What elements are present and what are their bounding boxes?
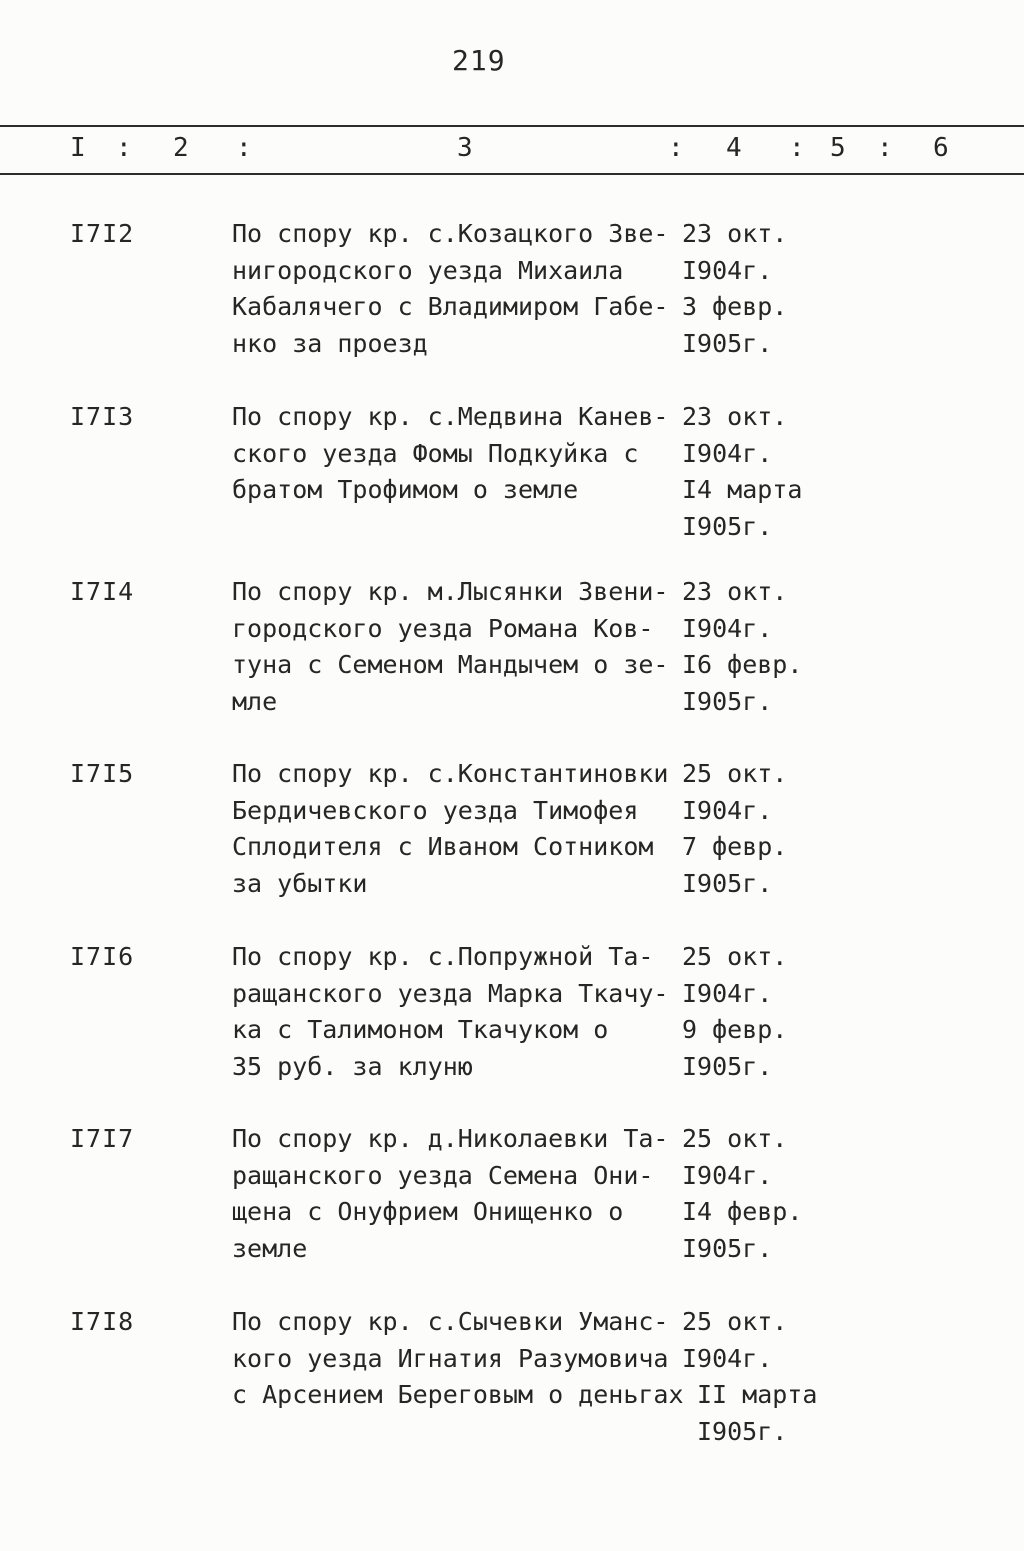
date-line: I905г. [682,686,773,716]
column-separator: : [877,133,893,163]
description-line: ращанского уезда Марка Ткачу- [232,978,669,1008]
record-number: I7I2 [70,219,135,248]
record-number: I7I3 [70,402,135,431]
date-line: 23 окт. [682,402,788,431]
date-line: 3 февр. [682,292,788,321]
record-description [232,1304,684,1414]
description-line: По спору кр. м.Лысянки Звени- [232,577,669,606]
record-description [232,399,669,509]
date-line: I905г. [682,1051,773,1081]
description-line: По спору кр. с.Сычевки Уманс- [232,1307,669,1336]
description-line: туна с Семеном Мандычем о зе- [232,650,669,679]
date-line: I904г. [682,978,773,1008]
description-line: По спору кр. с.Попружной Та- [232,942,654,971]
record-number: I7I6 [70,942,135,971]
record-number: I7I8 [70,1307,135,1336]
record-number: I7I7 [70,1124,135,1153]
column-header-2: 2 [173,133,189,163]
date-line: I904г. [682,1343,773,1373]
record-number: I7I4 [70,577,135,606]
record-description [232,939,669,1085]
description-line: 35 руб. за клуню [232,1051,473,1081]
description-line: братом Трофимом о земле [232,475,579,504]
date-line: I6 февр. [682,650,803,679]
description-line: ка с Талимоном Ткачуком о [232,1015,609,1044]
date-line: 9 февр. [682,1015,788,1044]
column-separator: : [236,133,252,163]
description-line: нигородского уезда Михаила [232,255,624,285]
date-line: I905г. [682,868,773,898]
record-dates [682,756,787,902]
record-description [232,756,669,902]
date-line: I904г. [682,613,773,643]
date-line: I4 марта [682,475,803,504]
date-line: 7 февр. [682,832,788,861]
date-line: 23 окт. [682,219,788,248]
column-header-1: I [70,133,86,163]
date-line: I905г. [697,1416,788,1446]
record-description [232,1121,669,1267]
column-separator: : [789,133,805,163]
top-rule [0,125,1024,127]
date-line: 25 окт. [682,759,788,788]
date-line: 25 окт. [682,1307,788,1336]
record-description [232,574,669,720]
column-header-4: 4 [726,133,742,163]
header-bottom-rule [0,173,1024,175]
date-line: I904г. [682,1160,773,1190]
date-line: I905г. [682,1233,773,1263]
description-line: городского уезда Романа Ков- [232,613,654,643]
description-line: мле [232,686,278,716]
column-header-6: 6 [933,133,949,163]
description-line: ращанского уезда Семена Они- [232,1160,654,1190]
date-line: 23 окт. [682,577,788,606]
column-separator: : [116,133,132,163]
page-number: 219 [452,44,506,77]
column-header-3: 3 [457,133,473,163]
record-dates [682,1304,817,1450]
column-header-5: 5 [830,133,846,163]
date-line: II марта [697,1380,818,1409]
description-line: Бердичевского уезда Тимофея [232,795,639,825]
record-dates [682,216,787,362]
description-line: По спору кр. д.Николаевки Та- [232,1124,669,1153]
description-line: По спору кр. с.Константиновки [232,759,669,788]
date-line: I4 февр. [682,1197,803,1226]
record-dates [682,399,802,545]
description-line: Кабалячего с Владимиром Габе- [232,292,669,321]
date-line: I904г. [682,795,773,825]
record-number: I7I5 [70,759,135,788]
date-line: I905г. [682,511,773,541]
description-line: По спору кр. с.Медвина Канев- [232,402,669,431]
date-line: I905г. [682,328,773,358]
record-dates [682,939,787,1085]
record-dates [682,574,802,720]
date-line: I904г. [682,255,773,285]
description-line: за убытки [232,868,368,898]
record-dates [682,1121,802,1267]
description-line: земле [232,1233,308,1263]
description-line: с Арсением Береговым о деньгах [232,1380,684,1409]
date-line: I904г. [682,438,773,468]
description-line: кого уезда Игнатия Разумовича [232,1343,669,1373]
record-description [232,216,669,362]
date-line: 25 окт. [682,942,788,971]
description-line: щена с Онуфрием Онищенко о [232,1197,624,1226]
description-line: нко за проезд [232,328,428,358]
description-line: ского уезда Фомы Подкуйка с [232,438,639,468]
description-line: Сплодителя с Иваном Сотником [232,832,654,861]
column-separator: : [668,133,684,163]
description-line: По спору кр. с.Козацкого Зве- [232,219,669,248]
date-line: 25 окт. [682,1124,788,1153]
